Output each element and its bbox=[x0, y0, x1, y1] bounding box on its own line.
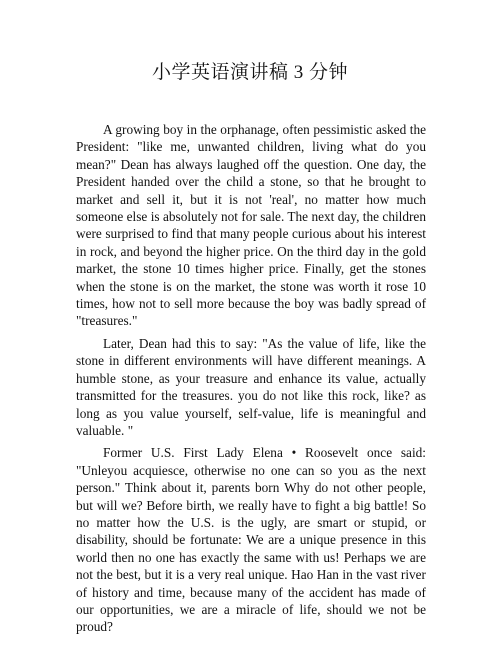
paragraph-1: A growing boy in the orphanage, often pessimistic asked the President: "like me, unwanted children, living what do you mean?" Dean has always laughed off the question. One day, the President handed over the child a stone, so that he brought to market and sell it, but it is not 'real', no matter how much someone else is absolutely not for sale. The next day, the children were surprised to find that many people curious about his interest in rock, and beyond the higher price. On the third day in the gold market, the stone 10 times higher price. Finally, get the stones when the stone is on the market, the stone was worth it rose 10 times, how not to sell more because the boy was badly spread of "treasures." bbox=[76, 122, 426, 329]
paragraph-2: Later, Dean had this to say: "As the value of life, like the stone in different environments will have different meanings. A humble stone, as your treasure and enhance its value, actually transmitted for the treasures. you do not like this rock, like? as long as you value yourself, self-value, life is meaningful and valuable. " bbox=[76, 335, 426, 438]
document-body bbox=[76, 121, 426, 636]
paragraph-3: Former U.S. First Lady Elena • Roosevelt once said: "Unleyou acquiesce, otherwise no one can so you as the next person." Think about it, parents born Why do not other people, but will we? Before birth, we really have to fight a big battle! So no matter how the U.S. is the ugly, are smart or stupid, or disability, should be fortunate: We are a unique presence in this world then no one has exactly the same with us! Perhaps we are not the best, but it is a very real unique. Hao Han in the vast river of history and time, because many of the accident has made of our opportunities, we are a miracle of life, should we not be proud? bbox=[76, 445, 426, 635]
document-title: 小学英语演讲稿 3 分钟 bbox=[151, 62, 348, 83]
